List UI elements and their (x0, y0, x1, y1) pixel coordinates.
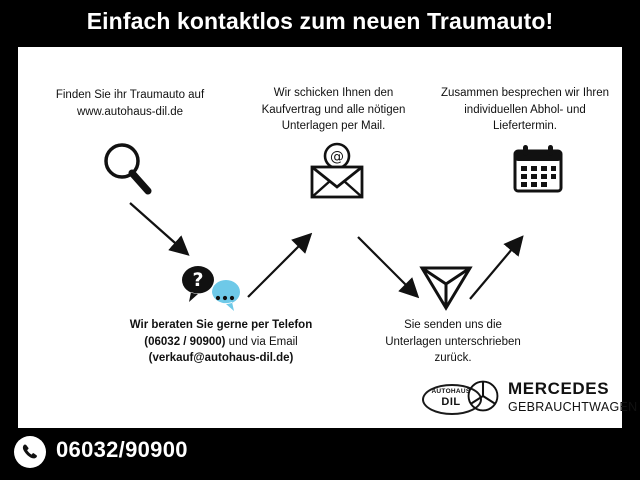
step-phone-line2-rest: und via Email (225, 335, 298, 348)
step-phone-number: (06032 / 90900) (144, 335, 226, 348)
step-phone-email: (verkauf@autohaus-dil.de) (148, 352, 294, 365)
svg-text:@: @ (330, 149, 344, 165)
step-mail-text (246, 85, 421, 135)
step-phone-line1: Wir beraten Sie gerne per Telefon (129, 319, 313, 331)
step-phone-text (106, 317, 336, 367)
step-calendar-text (432, 85, 618, 135)
step-calendar-line2: individuellen Abhol- und (464, 103, 586, 116)
step-send-line1: Sie senden uns die (404, 319, 502, 331)
arrow-chat-to-mail (248, 239, 306, 297)
step-send-line2: Unterlagen unterschrieben (385, 335, 521, 348)
page-title: Einfach kontaktlos zum neuen Traumauto! (86, 8, 554, 34)
step-search-line2: www.autohaus-dil.de (76, 105, 184, 118)
arrow-search-to-chat (130, 203, 183, 250)
svg-text:?: ? (192, 269, 204, 291)
magnifying-glass-icon (96, 139, 158, 206)
step-send-line3: zurück. (434, 352, 472, 365)
badge-top-text: AUTOHAUS (431, 388, 471, 395)
mercedes-star-icon (466, 377, 500, 415)
brand-logo (422, 377, 638, 423)
step-calendar-line1: Zusammen besprechen wir Ihren (440, 87, 610, 99)
step-search-text (30, 87, 230, 120)
paper-plane-icon (418, 262, 474, 319)
brand-text (508, 379, 637, 414)
calendar-icon (510, 142, 566, 203)
badge-main-text: DIL (441, 396, 461, 408)
arrow-mail-to-send (358, 237, 413, 292)
step-send-text (358, 317, 548, 367)
footer-phone-number: 06032/90900 (56, 437, 188, 462)
chat-bubble-question-icon (176, 252, 248, 317)
footer-bar (0, 428, 640, 480)
brand-subtitle: GEBRAUCHTWAGEN (508, 400, 638, 414)
arrow-send-to-calendar (470, 242, 518, 299)
step-mail-line2: Kaufvertrag und alle nötigen (261, 103, 406, 116)
phone-handset-icon (14, 436, 46, 468)
step-search-line1: Finden Sie ihr Traumauto auf (55, 89, 205, 101)
step-mail-line3: Unterlagen per Mail. (281, 120, 386, 133)
step-phone-line2 (106, 334, 336, 351)
brand-name: MERCEDES (508, 379, 610, 398)
step-mail-line1: Wir schicken Ihnen den (273, 87, 394, 99)
diagram-panel (18, 47, 638, 428)
email-envelope-icon (306, 142, 368, 209)
step-calendar-line3: Liefertermin. (493, 120, 557, 133)
